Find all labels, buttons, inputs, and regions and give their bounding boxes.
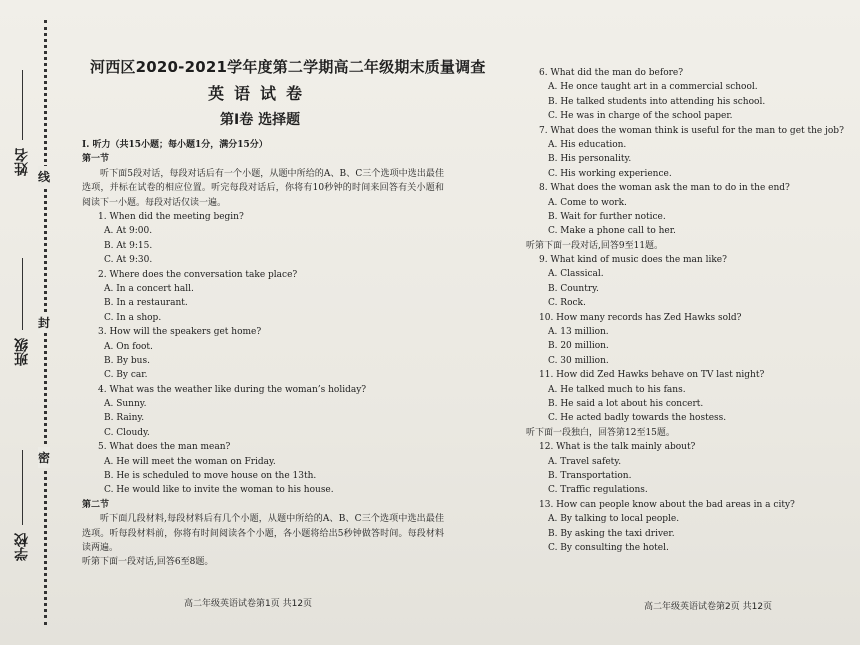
- name-label: 姓名: [14, 148, 30, 176]
- option: C. He acted badly towards the hostess.: [548, 413, 727, 424]
- question-text: 13. How can people know about the bad areas in a city?: [539, 499, 795, 510]
- option: C. Cloudy.: [104, 427, 150, 438]
- school-write-line: [22, 450, 23, 525]
- class-write-line: [22, 258, 23, 330]
- instructions-1: 听下面5段对话，每段对话后有一个小题，从题中所给的A、B、C三个选项中选出最佳选项，并标在试卷的相应位置。听完每段对话后，你将有10秒钟的时间来回答有关小题和阅读下一小题。每段对话仅读一遍。: [82, 168, 444, 208]
- question-5: [82, 440, 450, 498]
- option: B. He is scheduled to move house on the 13th.: [104, 471, 317, 482]
- option: C. By car.: [104, 370, 148, 381]
- question-text: 6. What did the man do before?: [539, 68, 684, 78]
- exam-subject: 英语试卷: [208, 84, 313, 103]
- page-2-footer: 高二年级英语试卷第2页 共12页: [644, 602, 773, 612]
- option: B. Transportation.: [548, 470, 632, 481]
- page-1-footer: 高二年级英语试卷第1页 共12页: [184, 599, 313, 609]
- option: A. He talked much to his fans.: [548, 384, 686, 395]
- option: B. By asking the taxi driver.: [548, 528, 675, 539]
- option: B. Country.: [548, 283, 599, 294]
- option: C. At 9:30.: [104, 255, 153, 266]
- option: A. Sunny.: [104, 399, 147, 410]
- question-text: 9. What kind of music does the man like?: [539, 255, 727, 266]
- question-3: [82, 325, 450, 383]
- question-text: 4. What was the weather like during the woman’s holiday?: [98, 384, 367, 395]
- option: A. By talking to local people.: [548, 514, 680, 525]
- question-text: 8. What does the woman ask the man to do in the end?: [539, 183, 790, 194]
- school-label: 学校: [14, 533, 30, 561]
- listening-section: [82, 138, 450, 570]
- option: C. Make a phone call to her.: [548, 226, 676, 237]
- sub-section-1: 第一节: [82, 154, 110, 165]
- seal-char-seal: 封: [38, 312, 50, 333]
- option: A. He will meet the woman on Friday.: [104, 456, 276, 467]
- question-text: 12. What is the talk mainly about?: [539, 442, 696, 453]
- option: B. His personality.: [548, 154, 632, 165]
- page-1: [82, 0, 486, 645]
- option: A. His education.: [548, 139, 627, 150]
- option: C. Traffic regulations.: [548, 485, 648, 496]
- class-label: 班级: [14, 338, 30, 366]
- question-1: [82, 210, 450, 268]
- question-text: 10. How many records has Zed Hawks sold?: [539, 312, 742, 323]
- question-text: 7. What does the woman think is useful for the man to get the job?: [539, 125, 844, 136]
- option: C. He was in charge of the school paper.: [548, 111, 733, 122]
- option: B. Wait for further notice.: [548, 211, 666, 222]
- option: B. At 9:15.: [104, 240, 153, 251]
- listening-instruction: 听下面一段独白，回答第12至15题。: [526, 427, 675, 438]
- option: A. Come to work.: [548, 197, 627, 208]
- question-text: 3. How will the speakers get home?: [98, 327, 262, 338]
- option: A. Travel safety.: [548, 456, 622, 467]
- option: C. Rock.: [548, 298, 586, 309]
- binding-margin: [0, 0, 58, 645]
- option: C. His working experience.: [548, 168, 672, 179]
- question-4: [82, 383, 450, 441]
- sub-section-2: 第二节: [82, 499, 110, 510]
- instructions-2: 听下面几段材料,每段材料后有几个小题，从题中所给的A、B、C三个选项中选出最佳选项。听每段材料前，你将有时间阅读各个小题，各小题将给出5秒钟做答时间。每段材料读两遍。: [82, 514, 444, 554]
- option: C. 30 million.: [548, 355, 609, 366]
- option: A. At 9:00.: [104, 226, 153, 237]
- question-text: 1. When did the meeting begin?: [98, 212, 244, 222]
- option: B. Rainy.: [104, 413, 145, 424]
- option: A. In a concert hall.: [104, 283, 194, 294]
- question-2: [82, 268, 450, 326]
- listening-instruction: 听第下面一段对话,回答9至11题。: [526, 240, 664, 251]
- option: C. By consulting the hotel.: [548, 542, 669, 553]
- question-text: 5. What does the man mean?: [98, 442, 231, 453]
- option: A. On foot.: [104, 341, 153, 352]
- option: C. He would like to invite the woman to his house.: [104, 485, 334, 496]
- option: B. He talked students into attending his school.: [548, 96, 766, 107]
- question-text: 2. Where does the conversation take place?: [98, 269, 298, 280]
- seal-char-line: 线: [38, 166, 50, 187]
- option: B. 20 million.: [548, 341, 609, 352]
- section-header: I. 听力（共15小题；每小题1分，满分15分）: [82, 140, 268, 150]
- page-2: [526, 0, 846, 645]
- option: A. Classical.: [548, 269, 604, 280]
- option: B. He said a lot about his concert.: [548, 398, 704, 409]
- page-2-questions: [526, 66, 846, 555]
- option: A. He once taught art in a commercial school.: [548, 82, 758, 93]
- option: B. In a restaurant.: [104, 298, 188, 309]
- seal-char-secret: 密: [38, 447, 50, 468]
- name-write-line: [22, 70, 23, 140]
- option: C. In a shop.: [104, 312, 162, 323]
- instruction-6-8: 听第下面一段对话,回答6至8题。: [82, 557, 214, 568]
- question-text: 11. How did Zed Hawks behave on TV last night?: [539, 370, 765, 381]
- exam-title: 河西区2020-2021学年度第二学期高二年级期末质量调查: [90, 58, 486, 76]
- part-title: 第I卷 选择题: [220, 112, 301, 128]
- option: B. By bus.: [104, 355, 150, 366]
- option: A. 13 million.: [548, 327, 609, 338]
